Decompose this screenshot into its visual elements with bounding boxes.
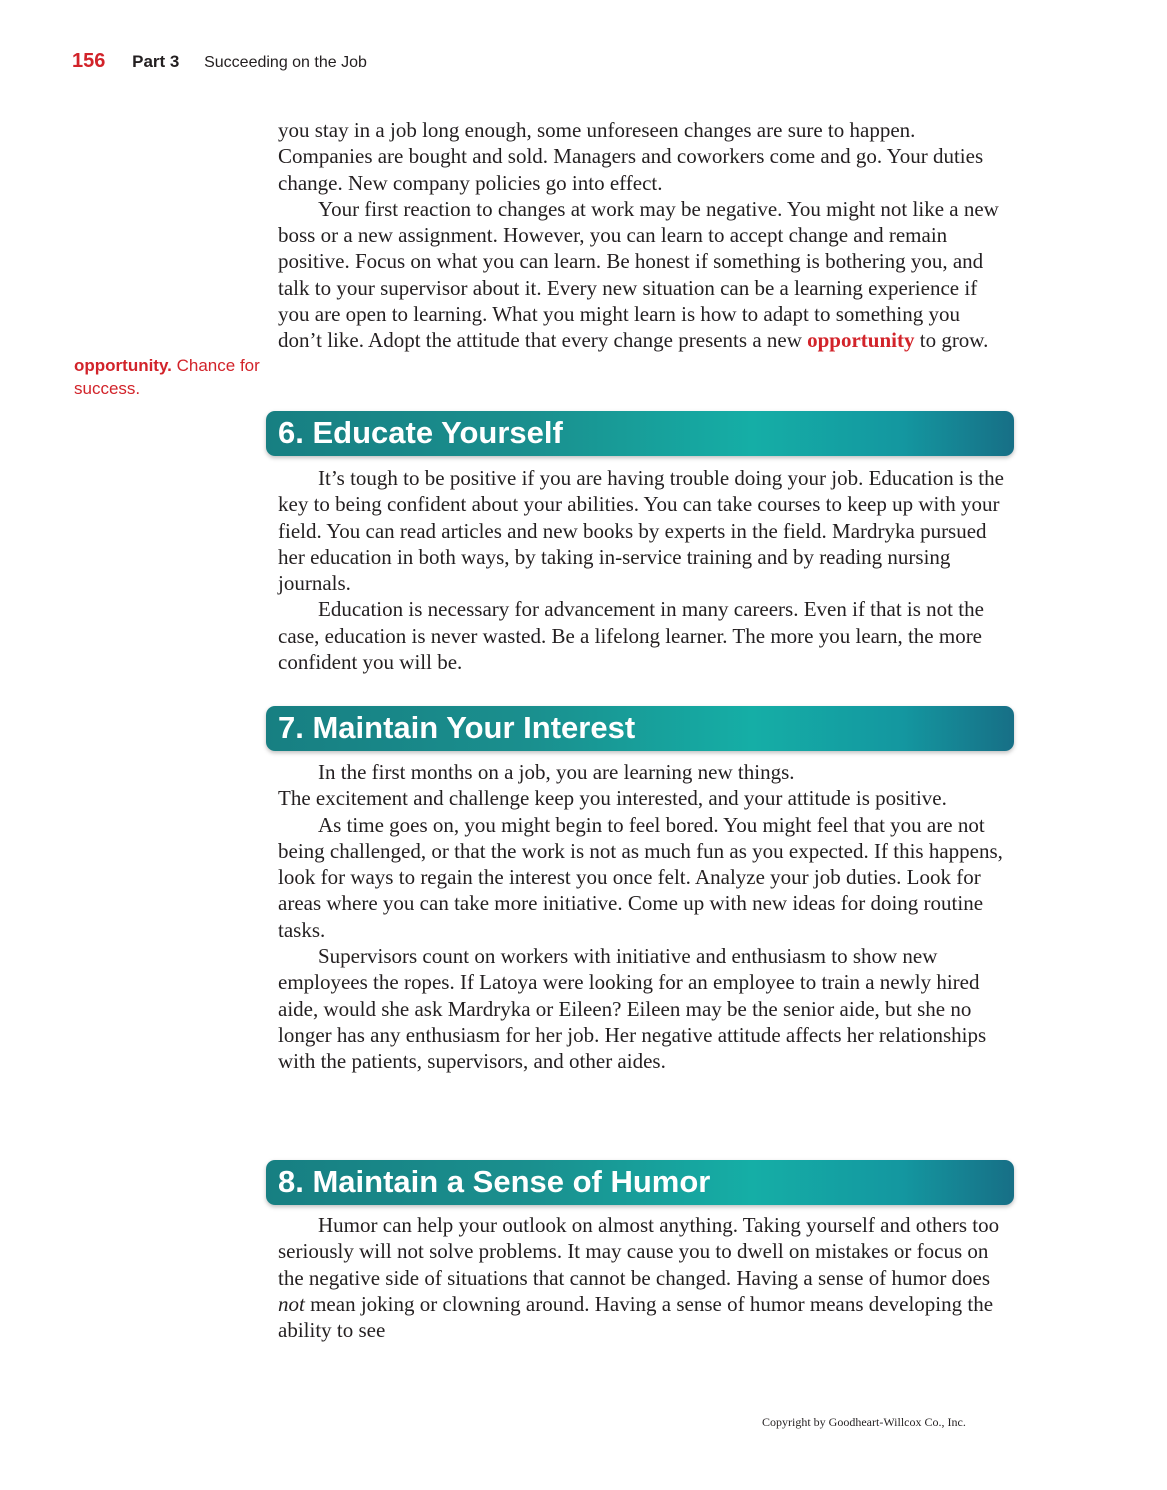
section-heading: 6. Educate Yourself: [278, 415, 563, 450]
body-paragraph: The excitement and challenge keep you interested, and your attitude is positive.: [278, 786, 947, 811]
section-heading: 8. Maintain a Sense of Humor: [278, 1164, 711, 1199]
intro-paragraph: you stay in a job long enough, some unforeseen changes are sure to happen. Companies are bought and sold. Managers and coworkers come and go. Your duties change. New company policies go into effect.: [278, 118, 984, 195]
body-paragraph: It’s tough to be positive if you are having trouble doing your job. Education is the key to being confident about your abilities. You can take courses to keep up with your field. You can read articles and new books by experts in the field. Mardryka pursued her education in both ways, by taking in-service training and by reading nursing journals.: [278, 466, 1004, 596]
body-text-run: Humor can help your outlook on almost anything. Taking yourself and others too seriously will not solve problems. It may cause you to dwell on mistakes or focus on the negative side of situations that cannot be changed. Having a sense of humor does: [278, 1213, 1000, 1290]
intro-text-run: to grow.: [919, 328, 989, 353]
section-heading-bar: [266, 706, 1014, 751]
section-body: [278, 1212, 1006, 1343]
body-paragraph: Supervisors count on workers with initiative and enthusiasm to show new employees the ropes. If Latoya were looking for an employee to train a newly hired aide, would she ask Mardryka or Eileen? Eileen may be the senior aide, but she no longer has any enthusiasm for her job. Her negative attitude affects her relationships with the patients, supervisors, and other aides.: [278, 944, 987, 1074]
body-paragraph: As time goes on, you might begin to feel bored. You might feel that you are not being challenged, or that the work is not as much fun as you expected. If this happens, look for ways to regain the interest you once felt. Analyze your job duties. Look for areas where you can take more initiative. Come up with new ideas for doing routine tasks.: [278, 812, 1003, 942]
section-body: [278, 465, 1006, 675]
margin-glossary-note: [74, 354, 264, 400]
section-heading-bar: [266, 411, 1014, 456]
glossary-term-opportunity: opportunity: [807, 328, 915, 353]
intro-text-run: Your first reaction to changes at work may be negative. You might not like a new boss or a new assignment. However, you can learn to accept change and remain positive. Focus on what you can learn. Be honest if something is bothering you, and talk to your supervisor about it. Every new situation can be a learning experience if you are open to learning. What you might learn is how to adapt to something you don’t like. Adopt the attitude that every change presents a new: [278, 196, 999, 353]
part-label: Part 3: [132, 52, 180, 71]
body-paragraph: Education is necessary for advancement in many careers. Even if that is not the case, education is never wasted. Be a lifelong learner. The more you learn, the more confident you will be.: [278, 597, 984, 675]
margin-note-definition: Chance for success.: [74, 356, 260, 398]
body-paragraph: [278, 1212, 1006, 1343]
page-number: 156: [72, 50, 106, 72]
body-paragraph: In the first months on a job, you are learning new things.: [318, 760, 795, 784]
running-head: [72, 50, 367, 73]
section-body: [278, 759, 1006, 1075]
section-heading: 7. Maintain Your Interest: [278, 710, 636, 745]
copyright-notice: Copyright by Goodheart-Willcox Co., Inc.: [762, 1415, 966, 1429]
margin-note-term: opportunity.: [74, 356, 172, 375]
emphasis-not: not: [278, 1291, 305, 1316]
intro-paragraph: [278, 196, 1006, 354]
section-heading-bar: [266, 1160, 1014, 1205]
chapter-title: Succeeding on the Job: [204, 54, 367, 71]
body-text-run: mean joking or clowning around. Having a sense of humor means developing the ability to see: [278, 1291, 994, 1343]
intro-text: [278, 117, 1006, 354]
